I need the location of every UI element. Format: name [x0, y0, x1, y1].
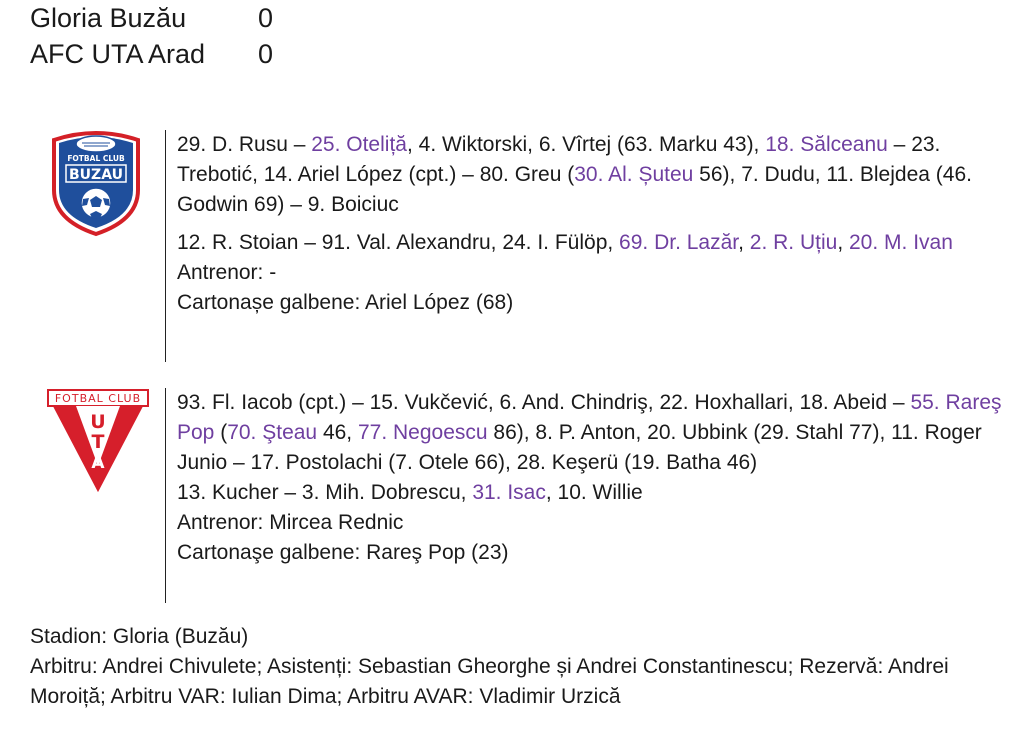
- home-substitutes: [177, 228, 1002, 258]
- away-coach: Antrenor: Mircea Rednic: [177, 511, 404, 534]
- player-link[interactable]: 20. M. Ivan: [849, 231, 953, 254]
- lineup-text: 86), 8. P. Anton, 20. Ubbink (29. Stahl 77), 11. Roger Junio – 17. Postolachi (7. Otele 66), 28. Keşerü (19. Batha 46): [177, 421, 982, 474]
- lineup-text: ,: [738, 231, 750, 254]
- lineup-text: 93. Fl. Iacob (cpt.) – 15. Vukčević, 6. And. Chindriş, 22. Hoxhallari, 18. Abeid –: [177, 391, 911, 414]
- uta-letter-t: T: [91, 431, 105, 453]
- lineup-text: 12. R. Stoian – 91. Val. Alexandru, 24. I. Fülöp,: [177, 231, 620, 254]
- uta-crest-title: FOTBAL CLUB: [54, 392, 142, 405]
- lineup-text: 46,: [317, 421, 358, 444]
- uta-letter-a: A: [91, 453, 105, 473]
- lineup-text: , 4. Wiktorski, 6. Vîrtej (63. Marku 43),: [406, 133, 766, 156]
- player-link[interactable]: 31. Isac: [472, 481, 546, 504]
- score-table: [30, 0, 298, 72]
- home-divider: [165, 130, 166, 362]
- player-link[interactable]: 77. Negoescu: [357, 421, 488, 444]
- match-footer: [30, 622, 1010, 712]
- away-substitutes: [177, 478, 1002, 508]
- lineup-text: 56), 7. Dudu, 11. Blejdea (46. Godwin 69) – 9. Boiciuc: [177, 163, 972, 216]
- buzau-crest-name: BUZAU: [69, 167, 123, 183]
- lineup-text: 29. D. Rusu –: [177, 133, 312, 156]
- away-lineup: [177, 388, 1002, 568]
- player-link[interactable]: 18. Sălceanu: [765, 133, 888, 156]
- home-yellow-cards: Cartonașe galbene: Ariel López (68): [177, 291, 514, 314]
- home-team-goals: 0: [258, 3, 274, 33]
- player-link[interactable]: 69. Dr. Lazăr: [619, 231, 739, 254]
- home-coach: Antrenor: -: [177, 261, 277, 284]
- player-link[interactable]: 70. Şteau: [227, 421, 318, 444]
- uta-letter-u: U: [90, 411, 106, 433]
- home-lineup: [177, 130, 1002, 318]
- home-starting-eleven: [177, 130, 1002, 220]
- player-link[interactable]: 30. Al. Șuteu: [574, 163, 694, 186]
- lineup-text: , 10. Willie: [545, 481, 643, 504]
- player-link[interactable]: 2. R. Uțiu: [749, 231, 838, 254]
- away-team-goals: 0: [258, 39, 274, 69]
- stadium-info: Stadion: Gloria (Buzău): [30, 625, 249, 648]
- score-row-away: [30, 36, 298, 72]
- away-yellow-cards: Cartonaşe galbene: Rareş Pop (23): [177, 541, 509, 564]
- player-link[interactable]: 55. Rareş Pop: [177, 391, 1002, 444]
- buzau-crest-title: FOTBAL CLUB: [67, 154, 125, 163]
- away-starting-eleven: [177, 388, 1002, 478]
- lineup-text: 13. Kucher – 3. Mih. Dobrescu,: [177, 481, 473, 504]
- lineup-text: (: [214, 421, 228, 444]
- lineup-text: – 23. Trebotić, 14. Ariel López (cpt.) – 80. Greu (: [177, 133, 941, 186]
- gloria-buzau-crest-icon: [46, 128, 146, 243]
- player-link[interactable]: 25. Oteliță: [311, 133, 407, 156]
- away-team-name[interactable]: AFC UTA Arad: [30, 39, 206, 69]
- away-divider: [165, 388, 166, 603]
- officials-info: Arbitru: Andrei Chivulete; Asistenți: Sebastian Gheorghe și Andrei Constantinescu; Rezervă: Andrei Moroiță; Arbitru VAR: Iulian Dima; Arbitru AVAR: Vladimir Urzică: [30, 655, 949, 708]
- lineup-text: ,: [837, 231, 849, 254]
- score-row-home: [30, 0, 298, 36]
- home-team-name[interactable]: Gloria Buzău: [30, 3, 187, 33]
- uta-arad-crest-icon: [46, 388, 150, 497]
